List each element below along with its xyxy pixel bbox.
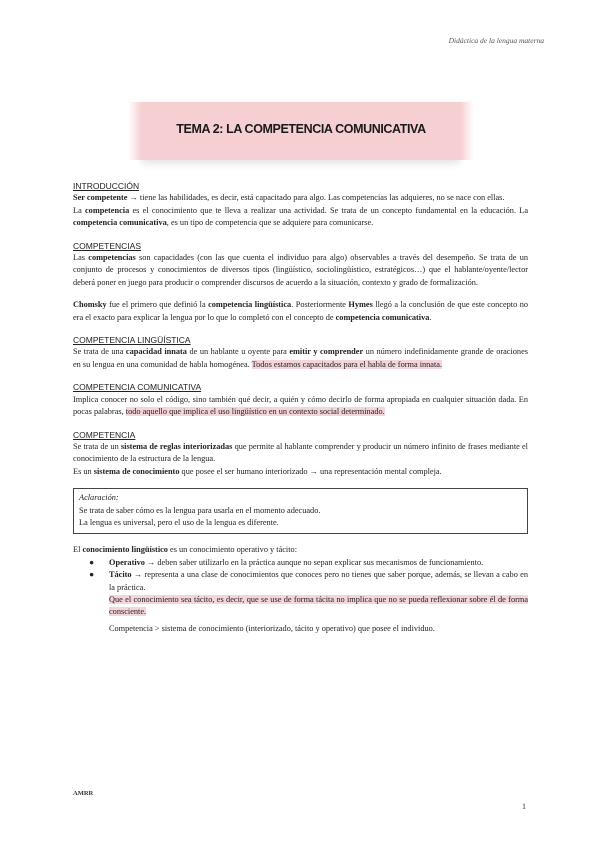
text: fue el primero que definió la — [106, 300, 209, 310]
document-title: TEMA 2: LA COMPETENCIA COMUNICATIVA — [176, 122, 426, 136]
conocimiento-list — [73, 557, 528, 594]
bold-term: emitir y comprender — [289, 347, 364, 357]
text: → deben saber utilizarlo en la práctica aunque no sepan explicar sus mecanismos de funcionamiento. — [144, 557, 484, 567]
text: Se trata de una — [73, 347, 126, 357]
section-heading-introduccion: INTRODUCCIÓN — [73, 181, 140, 191]
bold-term: sistema de reglas interiorizadas — [120, 441, 233, 451]
intro-paragraph-1 — [73, 192, 528, 204]
text: Las — [73, 253, 89, 263]
linguistica-paragraph — [73, 346, 528, 371]
banner-fade-right — [460, 102, 474, 160]
aclaracion-box — [73, 488, 528, 534]
text: Es un — [73, 466, 94, 476]
bold-term: Ser competente — [73, 193, 128, 203]
bold-term: competencia lingüística — [208, 300, 292, 310]
competencia-paragraph-1 — [73, 441, 528, 466]
section-heading-competencia: COMPETENCIA — [73, 429, 136, 440]
section-heading-competencia-linguistica: COMPETENCIA LINGÜÍSTICA — [73, 335, 191, 346]
text: son capacidades (con las que cuenta el individuo para algo) observables a través del desempeño. Se trata de un conjunto de procesos y conocimientos de diversos tipos (lingüístico, sociolingüístico, estratégicos…) que el hablante/oyente/lector deberá poner en juego para producir o comprender discursos de acuerdo a la situación, contexto y grado de formalización. — [73, 253, 528, 287]
text: → tiene las habilidades, es decir, está capacitado para algo. Las competencias las adquieres, no se nace con ellas. — [127, 193, 505, 203]
document-body — [73, 180, 528, 635]
text: El — [73, 545, 83, 555]
aclaracion-title: Aclaración: — [79, 493, 119, 503]
text: llegó a la conclusión de que este concepto no era el exacto para explicar la lengua por lo que lo completó con el concepto de — [73, 300, 528, 322]
bold-term: competencia comunicativa — [335, 312, 430, 322]
text: Se trata de un — [73, 441, 121, 451]
competencia-summary: Competencia > sistema de conocimiento (interiorizado, tácito y operativo) que posee el individuo. — [109, 623, 435, 633]
text: que posee el ser humano interiorizado → una representación mental compleja. — [179, 466, 442, 476]
intro-paragraph-2 — [73, 205, 528, 230]
bold-term: competencia — [85, 205, 130, 215]
competencias-paragraph-1 — [73, 252, 528, 289]
text: Implica conocer no solo el código, sino también qué decir, a quién y cómo decirlo de forma apropiada en cualquier situación dada. En pocas palabras, — [73, 394, 528, 417]
section-heading-competencias: COMPETENCIAS — [73, 240, 142, 251]
bold-term: conocimiento lingüístico — [82, 545, 168, 555]
highlighted-text: Todos estamos capacitados para el habla de forma innata. — [251, 359, 443, 369]
tacito-note — [73, 594, 528, 619]
banner-fade-left — [128, 102, 142, 160]
aclaracion-line: La lengua es universal, pero el uso de la lengua es diferente. — [79, 517, 279, 527]
bullet-icon: ● — [89, 557, 95, 567]
text: de un hablante u oyente para — [186, 347, 290, 357]
competencias-paragraph-2 — [73, 299, 528, 324]
text: . — [429, 312, 432, 322]
bold-term: Hymes — [348, 300, 373, 310]
comunicativa-paragraph — [73, 394, 528, 419]
text: La — [73, 205, 85, 215]
text: , es un tipo de competencia que se adquiere para comunicarse. — [166, 218, 374, 228]
list-item — [89, 557, 528, 569]
author-initials: AMRR — [73, 790, 94, 797]
bold-term: sistema de conocimiento — [93, 466, 180, 476]
bold-term: competencia comunicativa — [73, 218, 167, 228]
text: es un conocimiento operativo y tácito: — [167, 545, 297, 555]
bold-term: Chomsky — [73, 300, 107, 310]
conocimiento-intro — [73, 544, 528, 556]
text: → representa a una clase de conocimientos que conoces pero no tienes que saber porque, además, se llevan a cabo en la práctica. — [109, 570, 528, 592]
text: un número indefinidamente grande de oraciones en su lengua en una comunidad de habla homogénea. — [73, 347, 528, 369]
list-item — [89, 569, 528, 594]
bold-term: capacidad innata — [125, 347, 187, 357]
bullet-icon: ● — [89, 570, 95, 580]
running-header: Didáctica de la lengua materna — [448, 36, 544, 45]
text: . Posteriormente — [291, 300, 349, 310]
section-heading-competencia-comunicativa: COMPETENCIA COMUNICATIVA — [73, 382, 202, 393]
competencia-paragraph-2 — [73, 466, 528, 478]
bold-term: Tácito — [109, 570, 132, 580]
text: que permite al hablante comprender y producir un número infinito de frases mediante el conocimiento de la estructura de la lengua. — [73, 441, 528, 464]
page-number: 1 — [522, 802, 526, 811]
aclaracion-line: Se trata de saber cómo es la lengua para usarla en el momento adecuado. — [79, 505, 321, 515]
bold-term: Operativo — [109, 557, 145, 567]
highlighted-text: todo aquello que implica el uso lingüístico en un contexto social determinado. — [125, 407, 385, 417]
text: es el conocimiento que te lleva a realizar una actividad. Se trata de un concepto fundamental en la educación. La — [129, 205, 529, 215]
highlighted-text: Que el conocimiento sea tácito, es decir, que se use de forma tácita no implica que no se pueda reflexionar sobre él de forma consciente. — [109, 594, 528, 617]
bold-term: competencias — [88, 253, 136, 263]
